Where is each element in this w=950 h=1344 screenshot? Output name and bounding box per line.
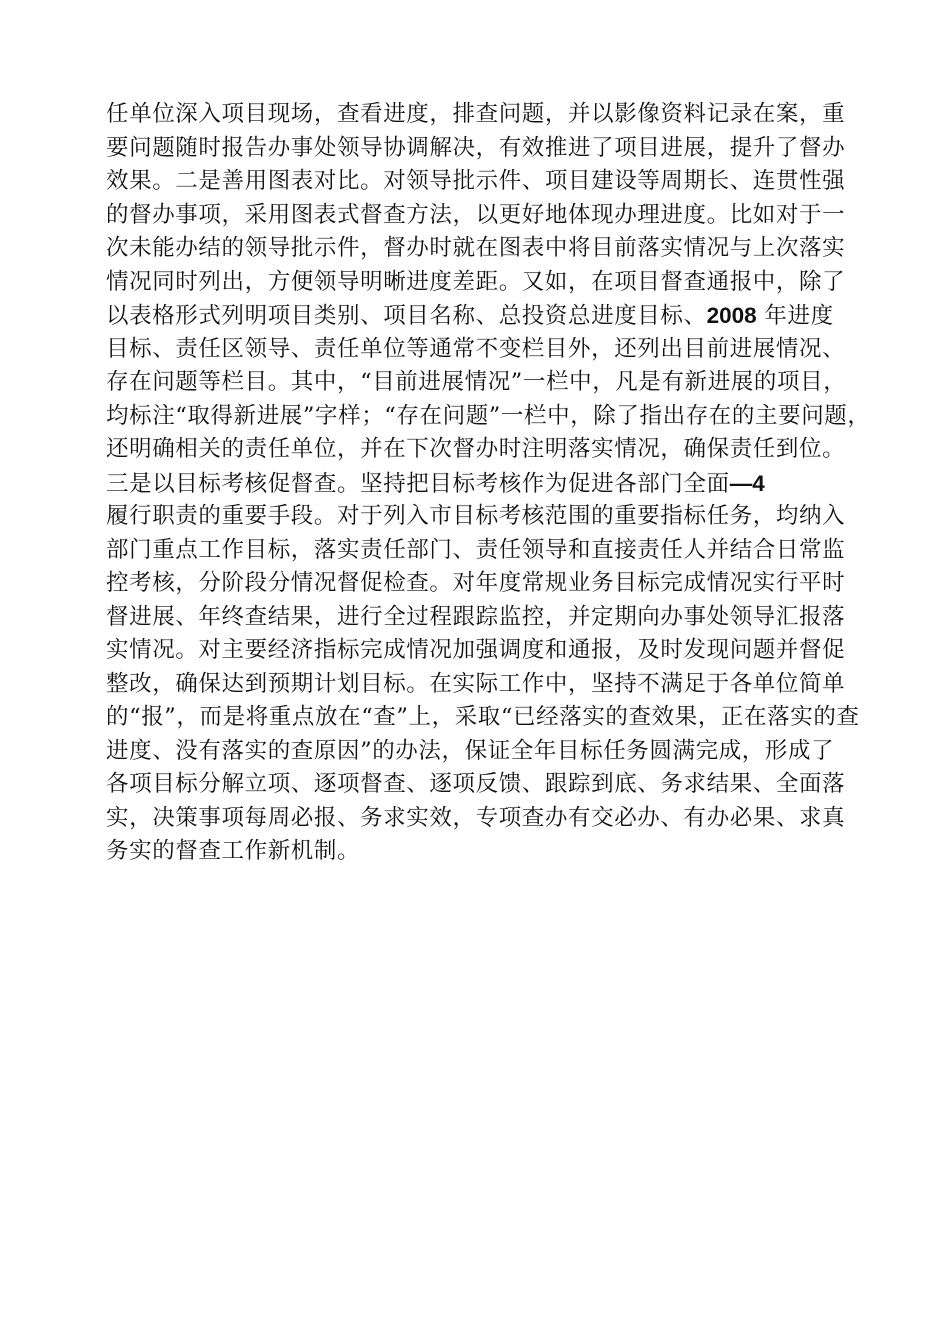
year-number: 2008 — [706, 303, 757, 328]
text-segment: 以表格形式列明项目类别、项目名称、总投资总进度目标、 — [106, 303, 707, 329]
text-line: 进度、没有落实的查原因”的办法，保证全年目标任务圆满完成，形成了 — [106, 737, 835, 764]
text-line: 各项目标分解立项、逐项督查、逐项反馈、跟踪到底、务求结果、全面落 — [106, 771, 846, 797]
text-line: 次未能办结的领导批示件，督办时就在图表中将目前落实情况与上次落实 — [106, 235, 846, 261]
text-line: 督进展、年终查结果，进行全过程跟踪监控，并定期向办事处领导汇报落 — [106, 603, 846, 630]
text-segment: 三是以目标考核促督查。坚持把目标考核作为促进各部门全面 — [106, 470, 730, 497]
text-line: 务实的督查工作新机制。 — [106, 838, 361, 864]
text-line-with-page-marker — [106, 467, 866, 501]
text-line: 履行职责的重要手段。对于列入市目标考核范围的重要指标任务，均纳入 — [106, 503, 846, 529]
text-line: 效果。二是善用图表对比。对领导批示件、项目建设等周期长、连贯性强 — [106, 168, 846, 194]
text-line-with-year — [106, 299, 866, 333]
text-line: 存在问题等栏目。其中，“目前进展情况”一栏中，凡是有新进展的项目， — [106, 369, 847, 395]
text-line: 任单位深入项目现场，查看进度，排查问题，并以影像资料记录在案，重 — [106, 101, 846, 127]
paragraph-2 — [106, 500, 866, 869]
text-line: 控考核，分阶段分情况督促检查。对年度常规业务目标完成情况实行平时 — [106, 570, 846, 596]
text-line: 的督办事项，采用图表式督查方法，以更好地体现办理进度。比如对于一 — [106, 201, 846, 228]
text-segment: 年进度 — [756, 303, 834, 329]
paragraph-1 — [106, 98, 871, 500]
text-line: 整改，确保达到预期计划目标。在实际工作中，坚持不满足于各单位简单 — [106, 670, 846, 697]
text-line: 目标、责任区领导、责任单位等通常不变栏目外，还列出目前进展情况、 — [106, 335, 846, 362]
text-line: 的“报”，而是将重点放在“查”上，采取“已经落实的查效果，正在落实的查 — [106, 704, 860, 730]
text-line: 部门重点工作目标，落实责任部门、责任领导和直接责任人并结合日常监 — [106, 536, 846, 563]
text-line: 均标注“取得新进展”字样；“存在问题”一栏中，除了指出存在的主要问题， — [106, 402, 871, 429]
text-line: 实，决策事项每周必报、务求实效，专项查办有交必办、有办必果、求真 — [106, 804, 846, 831]
text-line: 要问题随时报告办事处领导协调解决，有效推进了项目进展，提升了督办 — [106, 134, 846, 161]
text-line: 情况同时列出，方便领导明晰进度差距。又如，在项目督查通报中，除了 — [106, 268, 846, 295]
page-marker: —4 — [729, 470, 765, 496]
text-line: 实情况。对主要经济指标完成情况加强调度和通报，及时发现问题并督促 — [106, 637, 846, 663]
text-line: 还明确相关的责任单位，并在下次督办时注明落实情况，确保责任到位。 — [106, 436, 846, 462]
